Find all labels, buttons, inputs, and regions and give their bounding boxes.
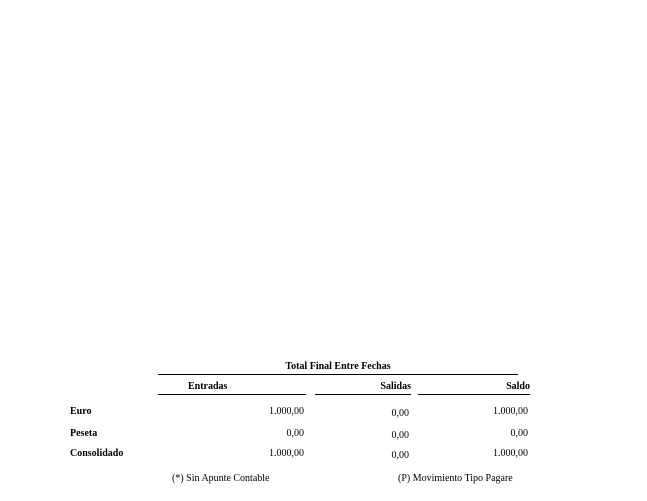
final-value: 1.000,00 — [493, 406, 528, 417]
final-value: 1.000,00 — [493, 448, 528, 459]
footnote-no-accounting-entry: (*) Sin Apunte Contable — [172, 473, 270, 484]
final-value: 1.000,00 — [269, 406, 304, 417]
footnote-promissory-movement: (P) Movimiento Tipo Pagare — [398, 473, 513, 484]
final-column-header: Entradas — [158, 381, 306, 395]
final-value: 0,00 — [510, 428, 528, 439]
final-value: 0,00 — [286, 428, 304, 439]
final-title: Total Final Entre Fechas — [158, 361, 518, 375]
final-column-header: Saldo — [418, 381, 530, 395]
final-row-label: Euro — [70, 406, 92, 417]
final-value: 0,00 — [391, 408, 409, 419]
final-value: 0,00 — [391, 450, 409, 461]
final-column-header: Salidas — [315, 381, 411, 395]
final-row-label: Peseta — [70, 428, 98, 439]
final-value: 0,00 — [391, 430, 409, 441]
final-row-label: Consolidado — [70, 448, 124, 459]
final-value: 1.000,00 — [269, 448, 304, 459]
